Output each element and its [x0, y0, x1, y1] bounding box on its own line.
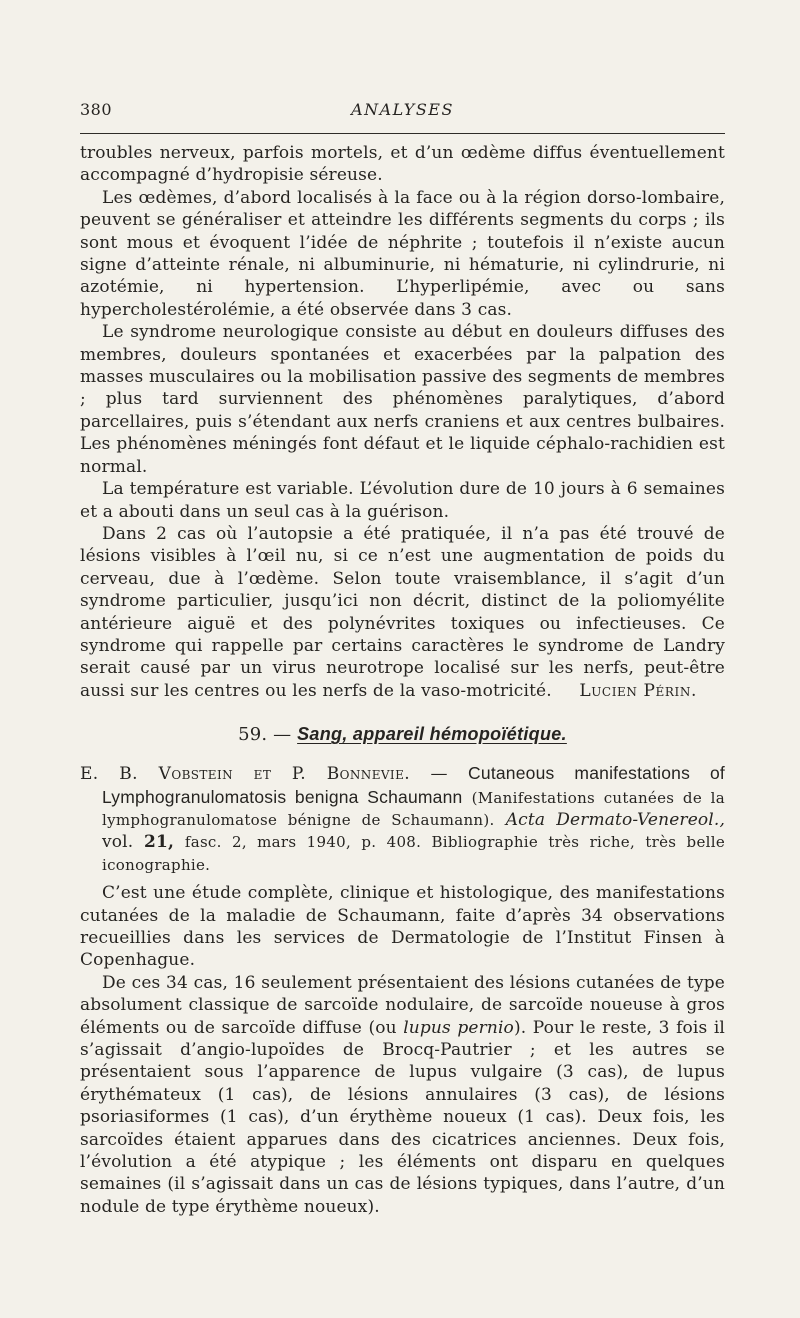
reference-volume: 21,	[144, 832, 175, 853]
section-dash: —	[273, 724, 292, 746]
reference-volume-label: vol.	[102, 832, 134, 853]
running-head	[80, 100, 725, 124]
page-number: 380	[80, 100, 113, 119]
section-title: Sang, appareil hémopoïétique.	[297, 724, 567, 745]
author-signature: Lucien Périn.	[579, 680, 697, 701]
neurologic-paragraph: Le syndrome neurologique consiste au début en douleurs diffuses des membres, douleurs spontanées et exacerbées par la palpation des masses musculaires ou la mobilisation passive des segments de membres ; plus tard surviennent des phénomènes paralytiques, d’abord parcellaires, puis s’étendant aux nerfs craniens et aux centres bulbaires. Les phénomènes méningés font défaut et le liquide céphalo-rachidien est normal.	[80, 322, 725, 477]
review-paragraph-2	[80, 972, 725, 1218]
reference-title: Cutaneous manifestations of Lymphogranulomatosis benigna Schaumann	[102, 763, 725, 807]
temperature-paragraph: La température est variable. L’évolution dure de 10 jours à 6 semaines et a abouti dans un seul cas à la guérison.	[80, 479, 725, 522]
review-paragraph-2-end: ). Pour le reste, 3 fois il s’agissait d’angio-lupoïdes de Brocq-Pautrier ; et les autres se présentaient sous l’apparence de lupus vulgaire (3 cas), de lupus érythémateux (1 cas), de lésions annulaires (3 cas), de lésions psoriasiformes (1 cas), d’un érythème noueux (1 cas). Deux fois, les sarcoïdes étaient apparues dans des cicatrices anciennes. Deux fois, l’évolution a été atypique ; les éléments ont disparu en quelques semaines (il s’agissait dans un cas de lésions typiques, dans l’autre, d’un nodule de type érythème noueux).	[80, 1017, 726, 1217]
reference-dash: —	[430, 764, 448, 785]
autopsy-text: Dans 2 cas où l’autopsie a été pratiquée, il n’a pas été trouvé de lésions visibles à l’œil nu, si ce n’est une augmentation de poids du cerveau, due à l’œdème. Selon toute vraisemblance, il s’agit d’un syndrome particulier, jusqu’ici non décrit, distinct de la poliomyélite antérieure aiguë et des polynévrites toxiques ou infectieuses. Ce syndrome qui rappelle par certains caractères le syndrome de Landry serait causé par un virus neurotrope localisé sur les nerfs, peut-être aussi sur les centres ou les nerfs de la vaso-motricité.	[80, 523, 725, 701]
section-heading	[80, 721, 725, 748]
review-paragraph-2-start: De ces 34 cas, 16 seulement présentaient des lésions cutanées de type absolument classique de sarcoïde nodulaire, de sarcoïde noueuse à gros éléments ou de sarcoïde diffuse (ou	[80, 972, 725, 1038]
running-title: ANALYSES	[351, 100, 454, 119]
reference-authors: E. B. Vobstein et P. Bonnevie.	[80, 764, 411, 785]
reference-details: fasc. 2, mars 1940, p. 408. Bibliographie très riche, très belle iconographie.	[102, 833, 726, 874]
continued-paragraph: troubles nerveux, parfois mortels, et d’un œdème diffus éventuellement accompagné d’hydropisie séreuse.	[80, 143, 725, 186]
page-content	[80, 142, 725, 1218]
autopsy-paragraph	[80, 523, 725, 702]
review-paragraph-1: C’est une étude complète, clinique et histologique, des manifestations cutanées de la maladie de Schaumann, faite d’après 34 observations recueillies dans les services de Dermatologie de l’Institut Finsen à Copenhague.	[80, 883, 725, 971]
bibliographic-reference	[80, 762, 725, 876]
header-rule	[80, 133, 725, 134]
section-number: 59.	[238, 724, 268, 746]
reference-journal: Acta Dermato-Venereol.,	[505, 809, 726, 830]
reference-translation: (Manifestations cutanées de la lymphogranulomatose bénigne de Schaumann).	[102, 788, 725, 829]
oedema-paragraph: Les œdèmes, d’abord localisés à la face ou à la région dorso-lombaire, peuvent se généraliser et atteindre les différents segments du corps ; ils sont mous et évoquent l’idée de néphrite ; toutefois il n’existe aucun signe d’atteinte rénale, ni albuminurie, ni hématurie, ni cylindrurie, ni azotémie, ni hypertension. L’hyperlipémie, avec ou sans hypercholestérolémie, a été observée dans 3 cas.	[80, 187, 725, 320]
review-italic-term: lupus pernio	[403, 1017, 514, 1038]
